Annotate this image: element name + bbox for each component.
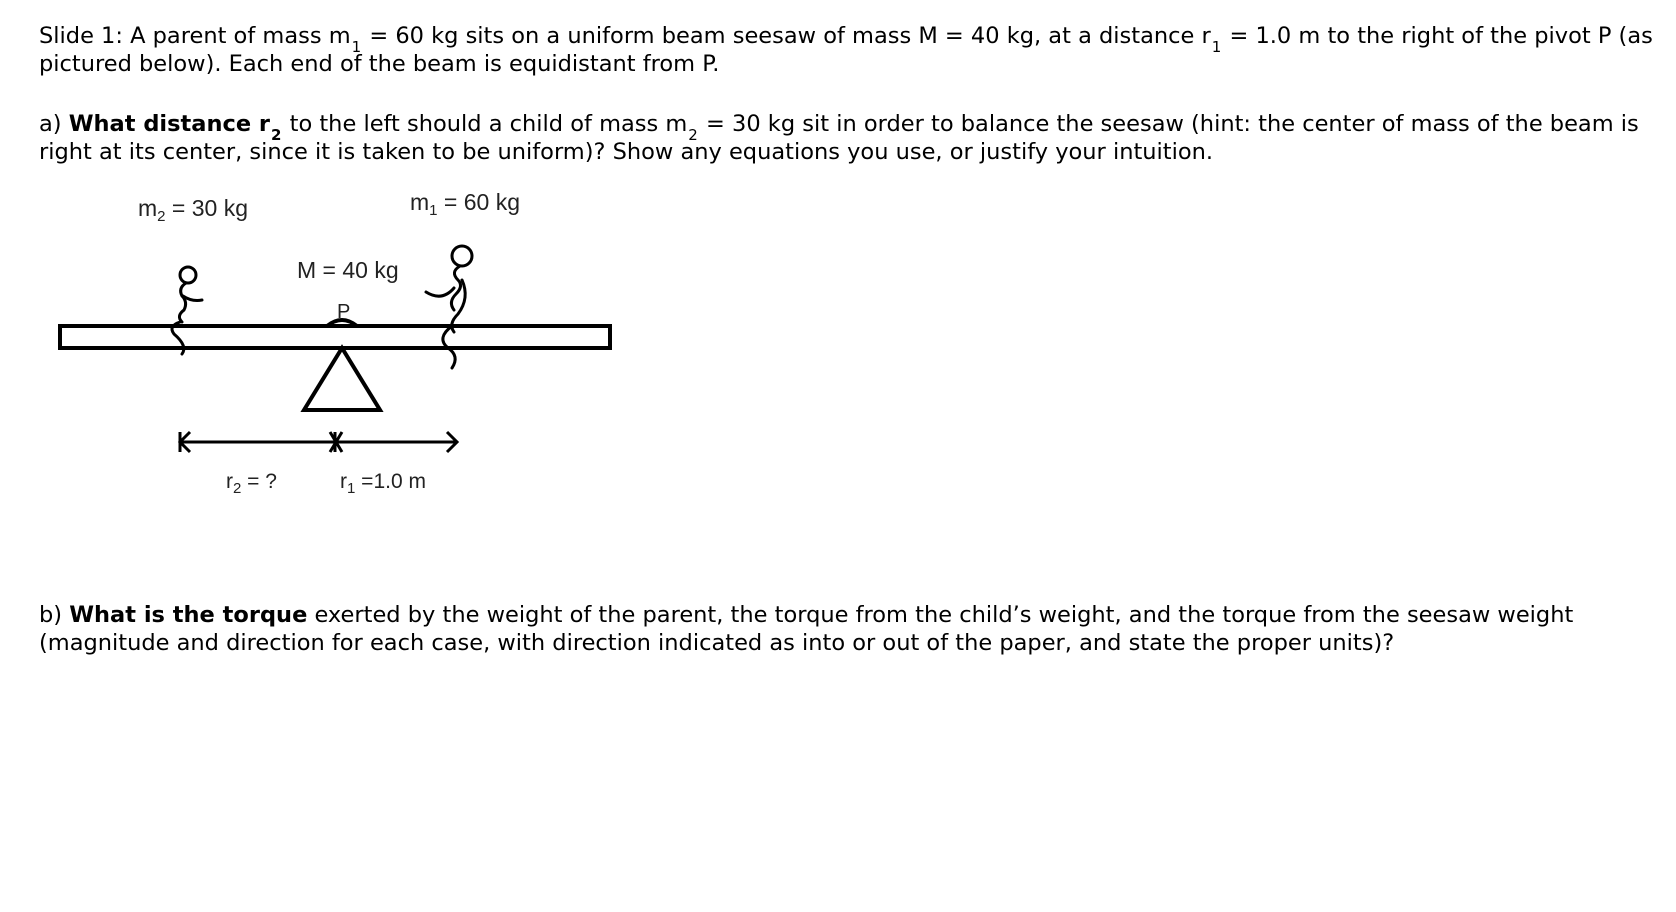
- distance-arrows: [180, 432, 457, 452]
- question-a-text-3: = 30 kg sit in order to balance the seesaw (hint: the center of mass of the beam is right at its center, since it is taken to be uniform)? Show any equations you use, or justify your intuition.: [39, 111, 1639, 165]
- intro-subscript-1: 1: [351, 38, 362, 56]
- intro-text-1: Slide 1: A parent of mass m: [39, 23, 351, 49]
- question-a-prefix: a): [39, 111, 69, 137]
- seesaw-beam: [60, 326, 610, 348]
- child-mass-label: $m_2 = 30$ kg: [138, 195, 248, 225]
- question-b-prefix: b): [39, 602, 70, 628]
- r1-label: $r_1 =1.0$ m: [340, 470, 426, 497]
- question-b: [39, 601, 1659, 657]
- question-a-bold: What distance r: [68, 111, 271, 137]
- question-a-subscript-1: 2: [271, 126, 282, 144]
- parent-mass-label: $m_1 = 60$ kg: [410, 189, 520, 219]
- intro-subscript-2: 1: [1211, 38, 1222, 56]
- question-b-bold: What is the torque: [69, 602, 308, 628]
- intro-text-2: = 60 kg sits on a uniform beam seesaw of mass M = 40 kg, at a distance r: [362, 23, 1211, 49]
- question-a: [39, 110, 1659, 166]
- pivot-label: P: [337, 301, 351, 323]
- seesaw-diagram: [50, 188, 670, 538]
- slide-intro: [39, 22, 1659, 78]
- beam-mass-label: M = 40 kg: [297, 257, 399, 283]
- question-a-subscript-2: 2: [688, 126, 698, 144]
- intro-text-3: = 1.0 m to the right of the pivot P (as pictured below). Each end of the beam is equidistant from P.: [39, 23, 1653, 77]
- r2-label: $r_2$ = ?: [226, 470, 277, 497]
- question-b-text: exerted by the weight of the parent, the torque from the child’s weight, and the torque from the seesaw weight (magnitude and direction for each case, with direction indicated as into or out of the paper, and state the proper units)?: [39, 602, 1574, 656]
- question-a-text-2: to the left should a child of mass m: [282, 111, 688, 137]
- pivot-triangle: [304, 348, 380, 410]
